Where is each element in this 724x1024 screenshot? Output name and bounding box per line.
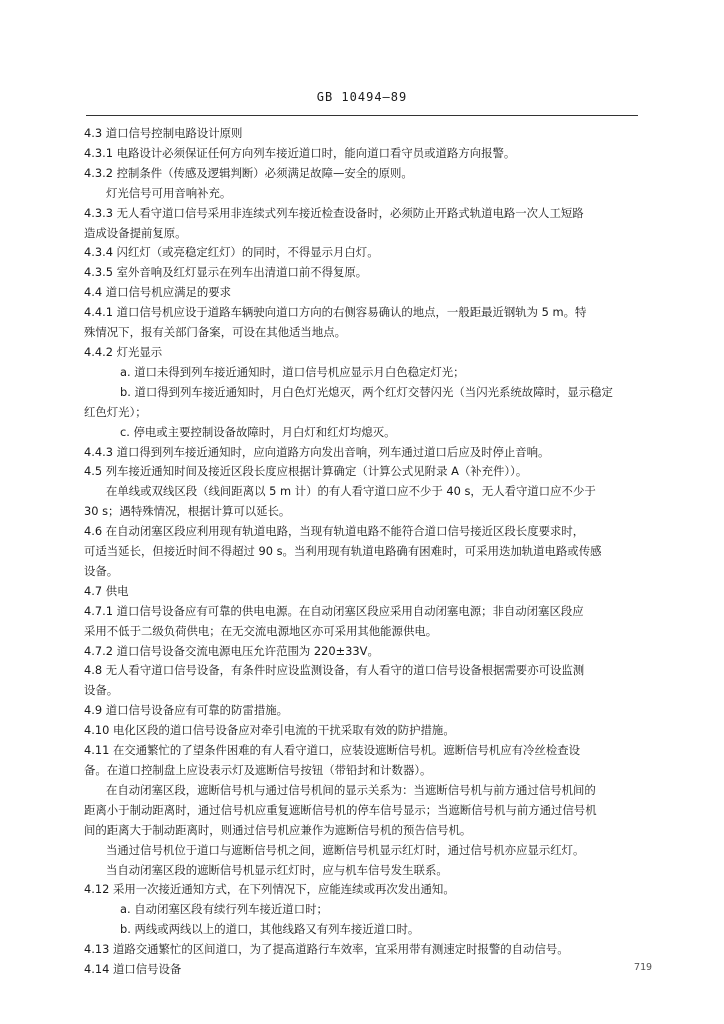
text-line: 4.8 无人看守道口信号设备，有条件时应设监测设备，有人看守的道口信号设备根据需要亦可设监测 — [84, 663, 585, 678]
text-line: 设备。 — [84, 563, 119, 578]
text-line: 4.7 供电 — [84, 583, 129, 598]
text-line: 4.12 采用一次接近通知方式，在下列情况下，应能连续或再次发出通知。 — [84, 882, 455, 897]
text-line: a. 道口未得到列车接近通知时，道口信号机应显示月白色稳定灯光； — [120, 364, 465, 379]
text-line: 4.14 道口信号设备 — [84, 962, 182, 977]
page-number: 719 — [633, 962, 652, 973]
text-line: 在单线或双线区段（线间距离以 5 m 计）的有人看守道口应不少于 40 s，无人看守道口应不少于 — [106, 484, 596, 499]
text-line: b. 两线或两线以上的道口，其他线路又有列车接近道口时。 — [120, 922, 420, 937]
text-line: 4.3 道口信号控制电路设计原则 — [84, 126, 243, 140]
text-line: 4.9 道口信号设备应有可靠的防雷措施。 — [84, 703, 288, 718]
text-line: 红色灯光）； — [84, 404, 147, 419]
text-line: 间的距离大于制动距离时，则通过信号机应兼作为遮断信号机的预告信号机。 — [84, 822, 472, 837]
text-line: 灯光信号可用音响补充。 — [106, 185, 232, 200]
header-rule — [86, 115, 638, 116]
text-line: 4.10 电化区段的道口信号设备应对牵引电流的干扰采取有效的防护措施。 — [84, 723, 455, 738]
text-line: 4.7.2 道口信号设备交流电源电压允许范围为 220±33V。 — [84, 643, 379, 658]
text-line: 当自动闭塞区段的遮断信号机显示红灯时，应与机车信号发生联系。 — [106, 862, 448, 877]
text-line: 4.5 列车接近通知时间及接近区段长度应根据计算确定（计算公式见附录 A（补充件））。 — [84, 464, 528, 479]
text-line: 备。在道口控制盘上应设表示灯及遮断信号按钮（带铅封和计数器）。 — [84, 763, 432, 777]
text-line: 4.6 在自动闭塞区段应利用现有轨道电路，当现有轨道电路不能符合道口信号接近区段长度要求时， — [84, 524, 585, 539]
text-line: 4.3.3 无人看守道口信号采用非连续式列车接近检查设备时，必须防止开路式轨道电路一次人工短路 — [84, 205, 584, 220]
text-line: 采用不低于二级负荷供电；在无交流电源地区亦可采用其他能源供电。 — [84, 623, 438, 638]
text-line: 30 s；遇特殊情况，根据计算可以延长。 — [84, 504, 291, 519]
text-line: 殊情况下，报有关部门备案，可设在其他适当地点。 — [84, 325, 346, 340]
text-line: c. 停电或主要控制设备故障时，月白灯和红灯均熄灭。 — [120, 424, 396, 439]
text-line: 4.3.1 电路设计必须保证任何方向列车接近道口时，能向道口看守员或道路方向报警。 — [84, 145, 516, 160]
text-line: 距离小于制动距离时，通过信号机应重复遮断信号机的停车信号显示；当遮断信号机与前方通过信号机 — [84, 802, 597, 817]
text-line: b. 道口得到列车接近通知时，月白色灯光熄灭，两个红灯交替闪光（当闪光系统故障时，显示稳定 — [120, 384, 613, 399]
text-line: 4.11 在交通繁忙的了望条件困难的有人看守道口，应装设遮断信号机。遮断信号机应有冷丝检查设 — [84, 743, 581, 758]
text-line: 可适当延长，但接近时间不得超过 90 s。当利用现有轨道电路确有困难时，可采用迭加轨道电路或传感 — [84, 544, 602, 559]
text-line: 在自动闭塞区段，遮断信号机与通过信号机间的显示关系为：当遮断信号机与前方通过信号机间的 — [106, 782, 596, 797]
text-line: 4.7.1 道口信号设备应有可靠的供电电源。在自动闭塞区段应采用自动闭塞电源；非自动闭塞区段应 — [84, 603, 584, 618]
text-line: 4.3.4 闪红灯（或亮稳定红灯）的同时，不得显示月白灯。 — [84, 245, 379, 260]
text-line: 4.4.1 道口信号机应设于道路车辆驶向道口方向的右侧容易确认的地点，一般距最近钢轨为 5 m。特 — [84, 305, 587, 320]
text-line: 4.4 道口信号机应满足的要求 — [84, 285, 232, 300]
text-line: 4.3.2 控制条件（传感及逻辑判断）必须满足故障—安全的原则。 — [84, 165, 413, 180]
text-line: 4.4.3 道口得到列车接近通知时，应向道路方向发出音响，列车通过道口后应及时停止音响。 — [84, 444, 550, 459]
text-line: 4.4.2 灯光显示 — [84, 344, 163, 359]
text-line: 造成设备提前复原。 — [84, 225, 187, 240]
text-line: 设备。 — [84, 683, 119, 698]
text-line: a. 自动闭塞区段有续行列车接近道口时； — [120, 902, 328, 917]
standard-header: GB 10494—89 — [316, 90, 408, 104]
document-body — [84, 124, 659, 980]
text-line: 4.3.5 室外音响及红灯显示在列车出清道口前不得复原。 — [84, 265, 368, 280]
text-line: 当通过信号机位于道口与遮断信号机之间，遮断信号机显示红灯时，通过信号机亦应显示红灯。 — [106, 842, 585, 857]
text-line: 4.13 道路交通繁忙的区间道口，为了提高道路行车效率，宜采用带有测速定时报警的自动信号。 — [84, 942, 569, 957]
